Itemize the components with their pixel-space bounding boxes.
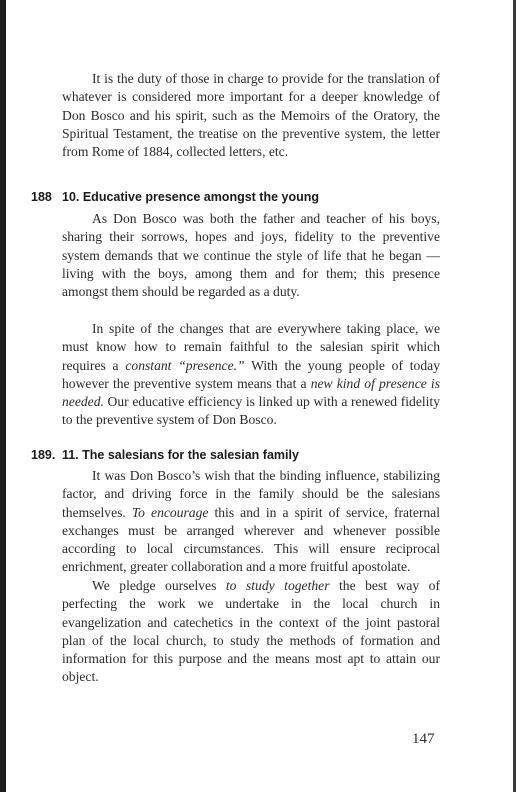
emphasis-to-study-together: to study together [225,578,330,593]
text-run: In spite of the changes that are everywhere taking place, we must know how to remain faithful to the salesian spirit which requires a [62,321,440,373]
text-run: Our educative efficiency is linked up with a renewed fidelity to the preventive system of Don Bosco. [62,394,440,428]
section-heading-189: 11. The salesians for the salesian family [62,448,299,462]
emphasis-to-encourage: To encourage [131,504,209,520]
intro-paragraph: It is the duty of those in charge to provide for the translation of whatever is considered more important for a deeper knowledge of Don Bosco and his spirit, such as the Memoirs of the Oratory, the Spiritual Testament, the treatise on the preventive system, the letter from Rome of 1884, collected letters, etc. [62,71,440,160]
section-188-paragraph-2 [62,320,440,430]
text-run: We pledge ourselves [92,578,226,593]
section-188-paragraph-1: As Don Bosco was both the father and teacher of his boys, sharing their sorrows, hopes and joys, fidelity to the preventive system demands that we continue the style of life that he began — living with the boys, among them and for them; this presence amongst them should be regarded as a duty. [62,211,440,300]
text-run: the best way of perfecting the work we undertake in the local church in evangelization and catechetics in the context of the joint pastoral plan of the local church, to study the methods of formation and information for this purpose and the means most apt to attain our object. [62,578,440,685]
section-heading-188: 10. Educative presence amongst the young [62,190,320,204]
section-189-paragraph-2 [62,577,440,687]
emphasis-new-kind-of-presence: new kind of presence is needed. [62,375,440,410]
page-binding-edge [0,0,6,792]
section-number-188: 188 [31,190,52,204]
text-run: It was Don Bosco’s wish that the binding influence, stabilizing factor, and driving force in the family should be the salesians themselves. [62,468,440,520]
section-189-paragraph-1 [62,467,440,577]
text-run: With the young people of today however the preventive system means that a [62,357,440,391]
text-run: this and in a spirit of service, fraternal exchanges must be arranged wherever and whenever possible according to local circumstances. This will ensure reciprocal enrichment, greater collaboration and a more fruitful apostolate. [62,504,440,575]
emphasis-constant-presence: constant “presence.” [125,357,245,373]
page-number: 147 [412,731,435,747]
section-number-189: 189. [31,448,56,462]
